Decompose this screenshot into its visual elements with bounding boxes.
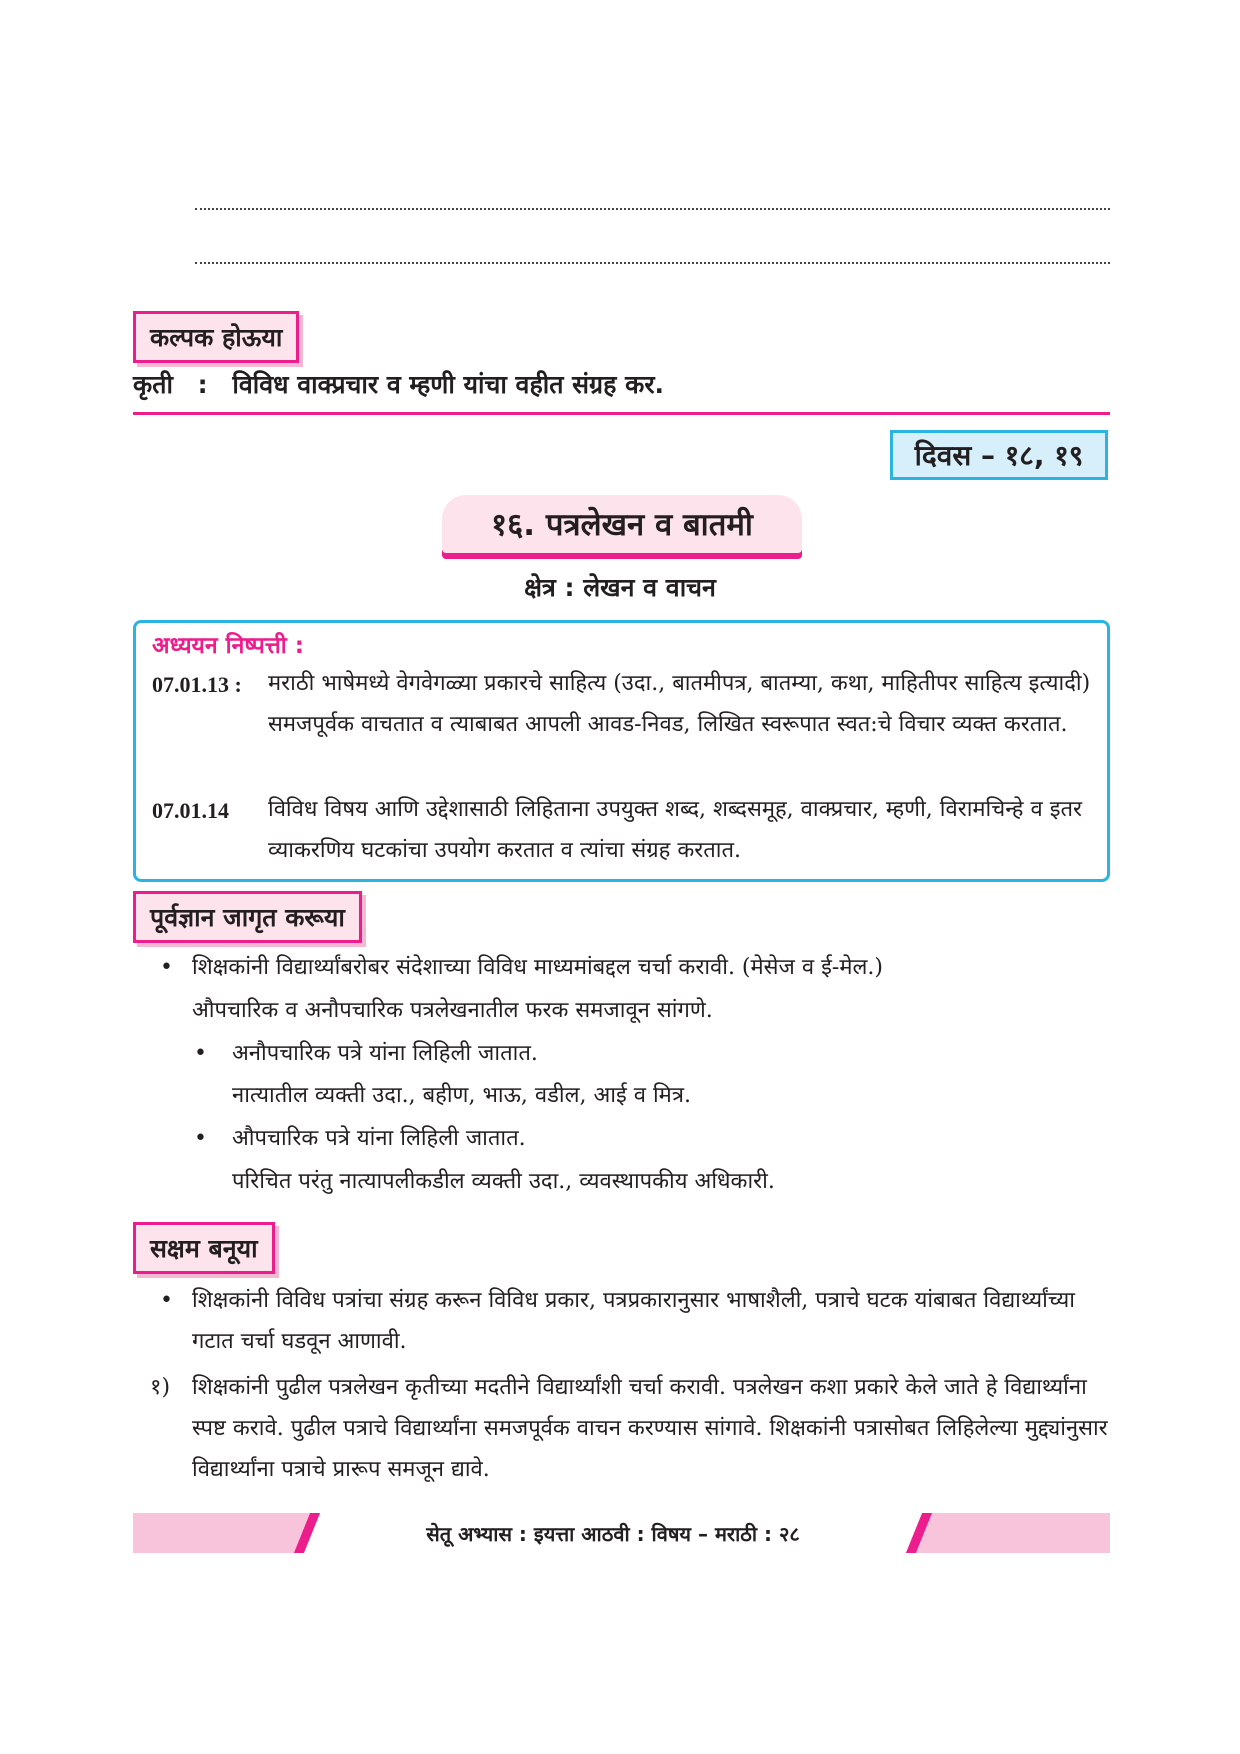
lesson-area: क्षेत्र : लेखन व वाचन bbox=[524, 573, 716, 602]
kruti-separator: : bbox=[197, 370, 208, 399]
answer-line-2 bbox=[195, 262, 1110, 264]
bullet-icon bbox=[160, 1280, 173, 1321]
numbered-label: १) bbox=[150, 1375, 171, 1400]
bullet-icon bbox=[194, 1118, 207, 1159]
list-item: शिक्षकांनी विविध पत्रांचा संग्रह करून विविध प्रकार, पत्रप्रकारानुसार भाषाशैली, पत्राचे घटक यांबाबत विद्यार्थ्यांच्या गटात चर्चा घडवून आणावी. bbox=[192, 1288, 1075, 1354]
section-divider bbox=[133, 412, 1110, 415]
section-heading-kalpak: कल्पक होऊया bbox=[133, 311, 299, 363]
bullet-icon bbox=[160, 947, 173, 988]
sub-list-detail: नात्यातील व्यक्ती उदा., बहीण, भाऊ, वडील, आई व मित्र. bbox=[232, 1083, 691, 1108]
outcomes-title: अध्ययन निष्पत्ती : bbox=[152, 633, 304, 659]
numbered-item: शिक्षकांनी पुढील पत्रलेखन कृतीच्या मदतीने विद्यार्थ्यांशी चर्चा करावी. पत्रलेखन कशा प्रकारे केले जाते हे विद्यार्थ्यांना स्पष्ट करावे. पुढील पत्राचे विद्यार्थ्यांना समजपूर्वक वाचन करण्यास सांगावे. शिक्षकांनी पत्रासोबत लिहिलेल्या मुद्द्यांनुसार विद्यार्थ्यांना पत्राचे प्रारूप समजून द्यावे. bbox=[192, 1375, 1108, 1482]
kruti-label: कृती bbox=[133, 370, 173, 399]
outcome-text: विविध विषय आणि उद्देशासाठी लिहिताना उपयुक्त शब्द, शब्दसमूह, वाक्प्रचार, म्हणी, विरामचिन्हे व इतर व्याकरणिय घटकांचा उपयोग करतात व त्यांचा संग्रह करतात. bbox=[268, 797, 1083, 863]
footer-text: सेतू अभ्यास : इयत्ता आठवी : विषय – मराठी : २८ bbox=[426, 1521, 800, 1546]
sub-list-item: अनौपचारिक पत्रे यांना लिहिली जातात. bbox=[232, 1041, 538, 1066]
answer-line-1 bbox=[195, 208, 1110, 210]
list-item-continuation: औपचारिक व अनौपचारिक पत्रलेखनातील फरक समजावून सांगणे. bbox=[192, 998, 713, 1023]
bullet-icon bbox=[194, 1033, 207, 1074]
outcome-text: मराठी भाषेमध्ये वेगवेगळ्या प्रकारचे साहित्य (उदा., बातमीपत्र, बातम्या, कथा, माहितीपर साहित्य इत्यादी) समजपूर्वक वाचतात व त्याबाबत आपली आवड-निवड, लिखित स्वरूपात स्वत:चे विचार व्यक्त करतात. bbox=[268, 671, 1091, 737]
outcome-code: 07.01.14 bbox=[152, 798, 229, 823]
section-heading-purvadnyan: पूर्वज्ञान जागृत करूया bbox=[133, 891, 362, 943]
kruti-line bbox=[133, 367, 664, 401]
sub-list-detail: परिचित परंतु नात्यापलीकडील व्यक्ती उदा., व्यवस्थापकीय अधिकारी. bbox=[232, 1169, 775, 1194]
sub-list-item: औपचारिक पत्रे यांना लिहिली जातात. bbox=[232, 1126, 526, 1151]
kruti-text: विविध वाक्प्रचार व म्हणी यांचा वहीत संग्रह कर. bbox=[232, 370, 665, 399]
list-item: शिक्षकांनी विद्यार्थ्यांबरोबर संदेशाच्या विविध माध्यमांबद्दल चर्चा करावी. (मेसेज व ई-मेल.) bbox=[192, 955, 883, 980]
outcome-code: 07.01.13 : bbox=[152, 672, 242, 697]
section-heading-saksham: सक्षम बनूया bbox=[133, 1222, 275, 1274]
day-badge: दिवस – १८, १९ bbox=[890, 430, 1108, 480]
lesson-title: १६. पत्रलेखन व बातमी bbox=[442, 495, 802, 553]
